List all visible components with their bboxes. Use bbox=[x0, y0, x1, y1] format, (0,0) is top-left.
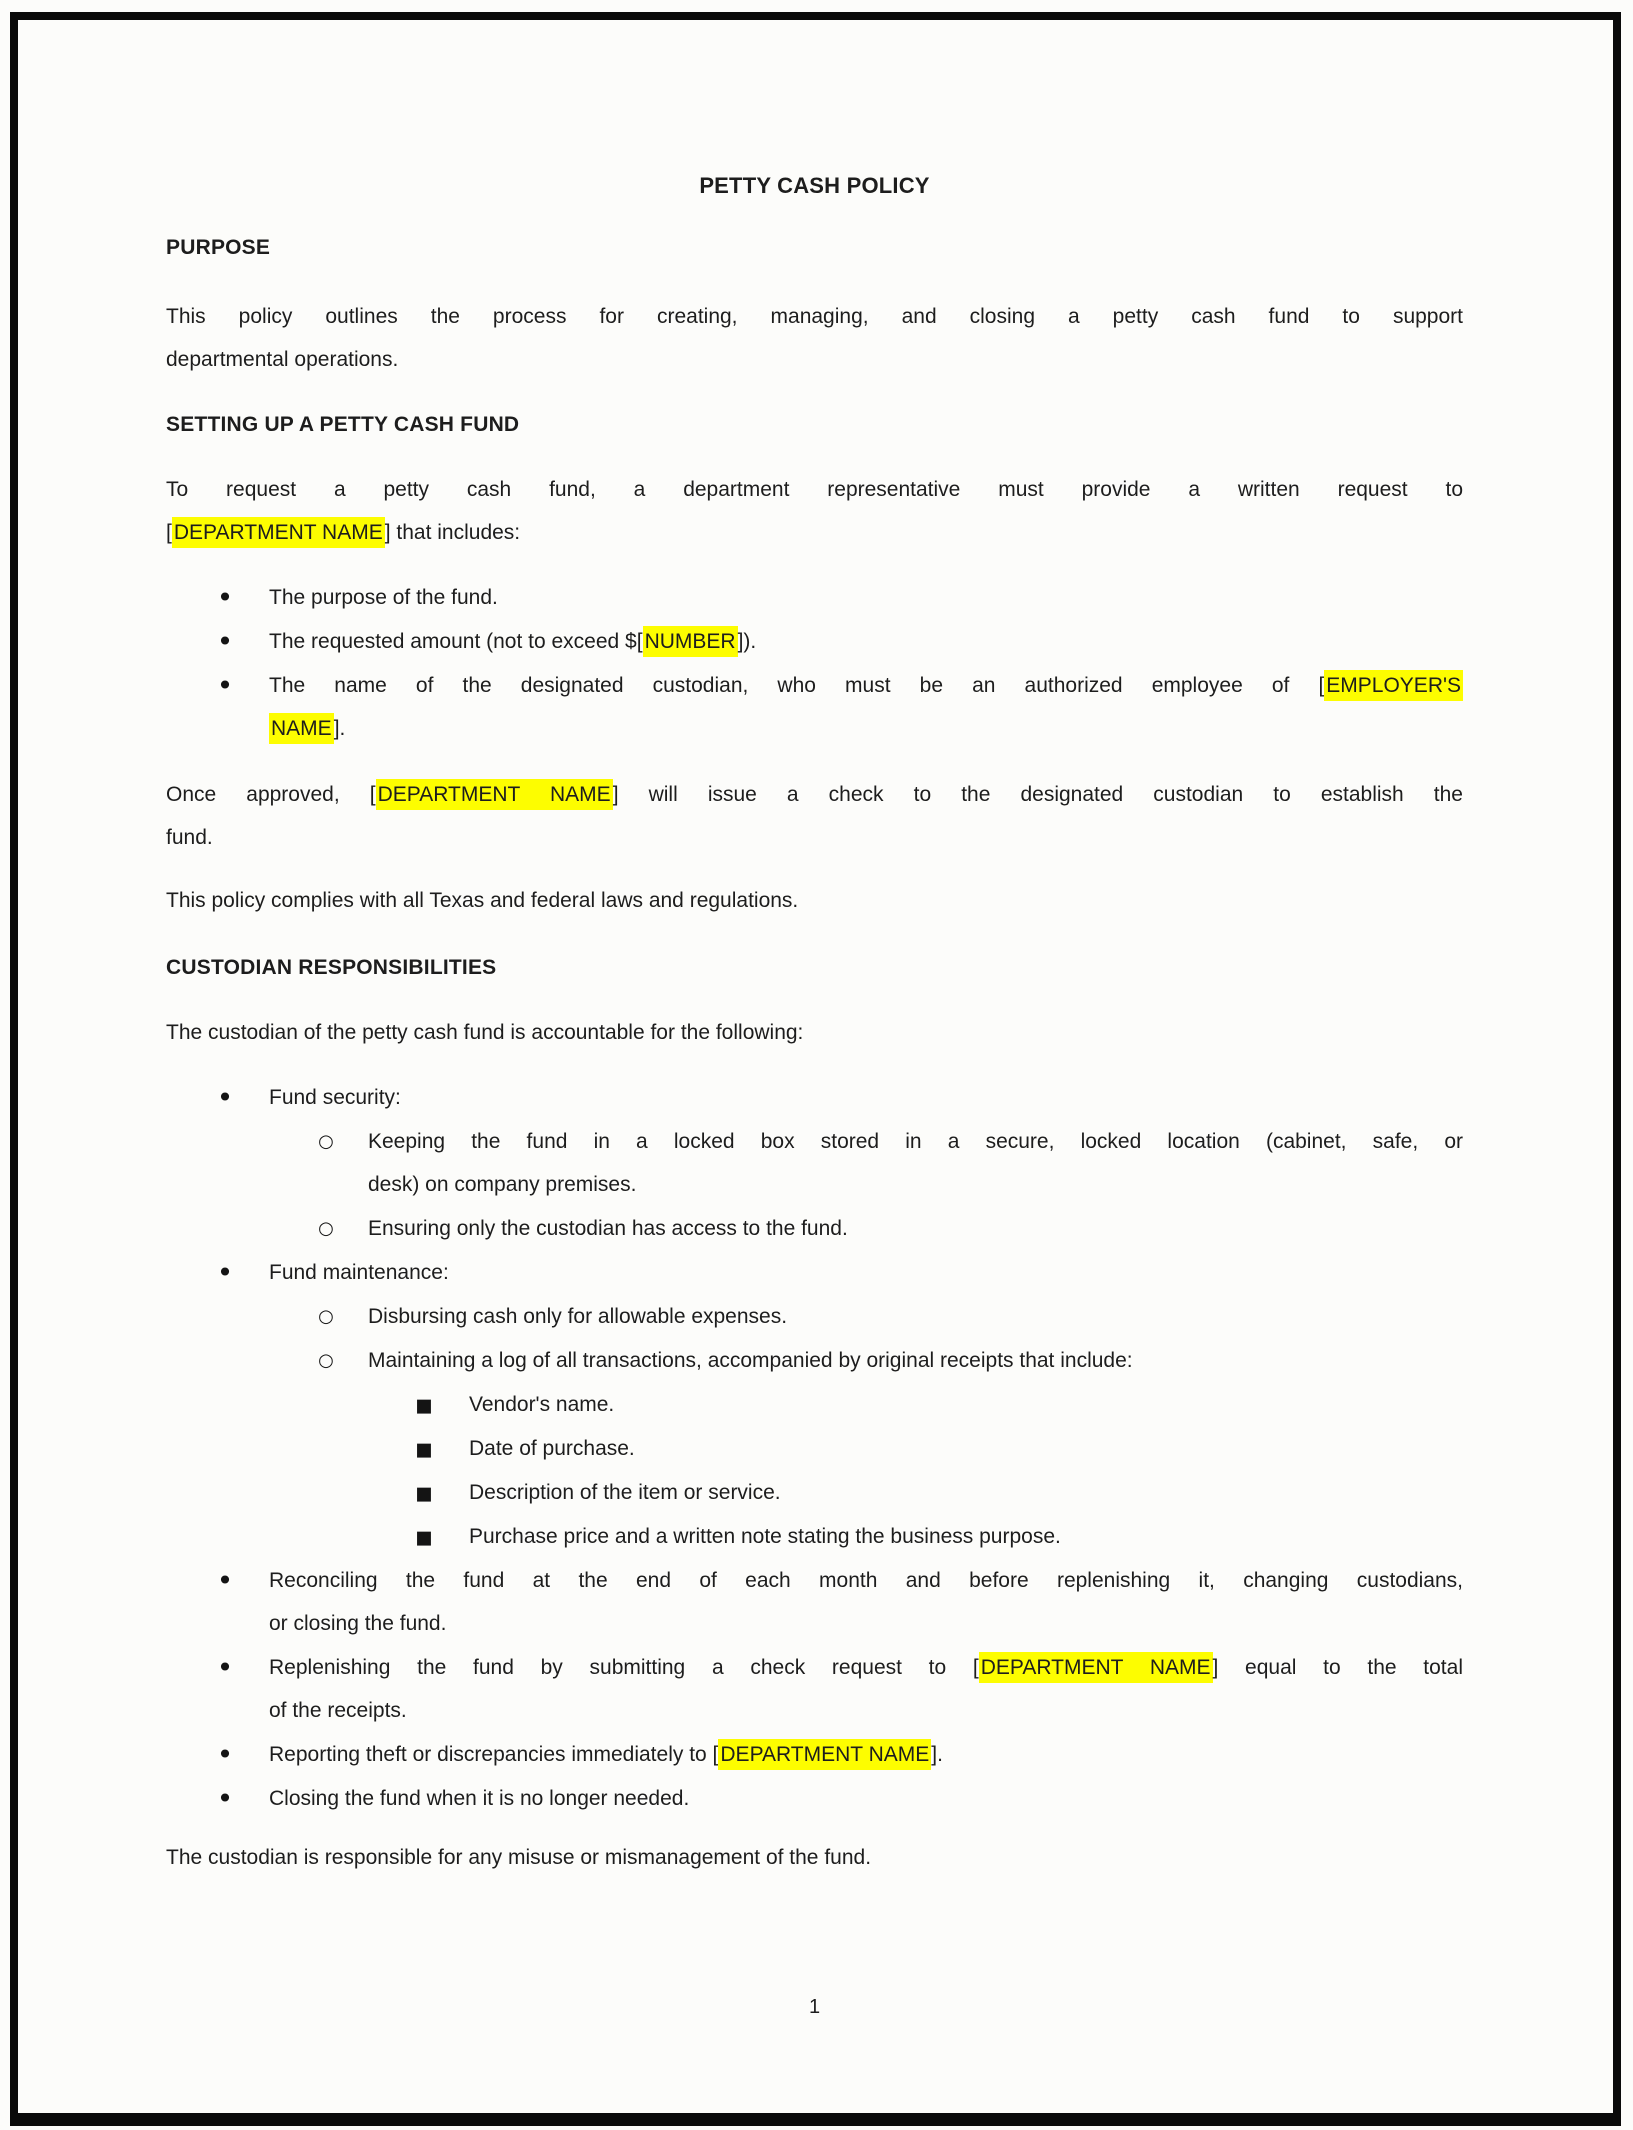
text-run: This policy complies with all Texas and federal laws and regulations. bbox=[166, 889, 799, 912]
text-run: ]). bbox=[737, 630, 757, 653]
bullet-icon: • bbox=[216, 669, 234, 702]
text-line bbox=[269, 1076, 1463, 1119]
heading-setup: SETTING UP A PETTY CASH FUND bbox=[166, 413, 520, 436]
text-run: Reconciling the fund at the end of each month and before replenishing it, changing custodians, bbox=[269, 1569, 1463, 1592]
list-item bbox=[166, 1207, 1463, 1250]
bullet-icon: • bbox=[216, 1651, 234, 1684]
text-line bbox=[469, 1383, 1463, 1426]
list-item bbox=[166, 1559, 1463, 1645]
placeholder-highlight: DEPARTMENT NAME bbox=[979, 1652, 1213, 1683]
text-line bbox=[368, 1163, 1463, 1206]
text-run: The requested amount (not to exceed $[ bbox=[269, 630, 643, 653]
text-run: Closing the fund when it is no longer needed. bbox=[269, 1787, 690, 1810]
text-line bbox=[269, 664, 1463, 707]
document-title: PETTY CASH POLICY bbox=[699, 173, 930, 198]
text-line bbox=[368, 1339, 1463, 1382]
placeholder-highlight: EMPLOYER'S bbox=[1324, 670, 1463, 701]
text-run: To request a petty cash fund, a department representative must provide a written request to bbox=[166, 478, 1463, 501]
text-line bbox=[166, 338, 1463, 381]
circle-bullet-icon: ○ bbox=[318, 1350, 334, 1371]
paragraph-footer bbox=[166, 1836, 1463, 1879]
list-item bbox=[166, 1733, 1463, 1776]
paragraph-accountable bbox=[166, 1011, 1463, 1054]
text-line bbox=[166, 816, 1463, 859]
text-line bbox=[269, 576, 1463, 619]
text-run: ]. bbox=[333, 717, 346, 740]
text-line bbox=[269, 707, 1463, 750]
placeholder-highlight: DEPARTMENT NAME bbox=[718, 1739, 931, 1770]
text-line bbox=[469, 1471, 1463, 1514]
text-run: Fund security: bbox=[269, 1086, 401, 1109]
text-run: This policy outlines the process for creating, managing, and closing a petty cash fund to support bbox=[166, 305, 1463, 328]
text-line bbox=[166, 773, 1463, 816]
text-run: The custodian is responsible for any misuse or mismanagement of the fund. bbox=[166, 1846, 872, 1869]
text-run: Once approved, [ bbox=[166, 783, 376, 806]
text-line bbox=[269, 1559, 1463, 1602]
text-line bbox=[469, 1515, 1463, 1558]
paragraph-purpose bbox=[166, 295, 1463, 381]
text-run: ] equal to the total bbox=[1212, 1656, 1463, 1679]
text-run: [ bbox=[166, 521, 172, 544]
text-run: Maintaining a log of all transactions, accompanied by original receipts that include: bbox=[368, 1349, 1133, 1372]
square-bullet-icon: ▪ bbox=[414, 1432, 434, 1465]
text-line bbox=[166, 1011, 1463, 1054]
heading-custodian: CUSTODIAN RESPONSIBILITIES bbox=[166, 956, 497, 979]
placeholder-highlight: DEPARTMENT NAME bbox=[376, 779, 613, 810]
text-run: Replenishing the fund by submitting a check request to [ bbox=[269, 1656, 979, 1679]
bullet-icon: • bbox=[216, 581, 234, 614]
text-run: Date of purchase. bbox=[469, 1437, 635, 1460]
bullet-icon: • bbox=[216, 1256, 234, 1289]
list-item bbox=[166, 664, 1463, 750]
page-number: 1 bbox=[808, 1996, 821, 2018]
list-item bbox=[166, 1295, 1463, 1338]
text-line bbox=[269, 1646, 1463, 1689]
text-line bbox=[469, 1427, 1463, 1470]
text-run: The name of the designated custodian, who must be an authorized employee of [ bbox=[269, 674, 1325, 697]
list-item bbox=[166, 1383, 1463, 1426]
bullet-icon: • bbox=[216, 625, 234, 658]
text-line bbox=[166, 879, 1463, 922]
text-run: Ensuring only the custodian has access to the fund. bbox=[368, 1217, 848, 1240]
text-run: of the receipts. bbox=[269, 1699, 407, 1722]
text-run: Disbursing cash only for allowable expenses. bbox=[368, 1305, 788, 1328]
text-line bbox=[368, 1207, 1463, 1250]
document-content bbox=[166, 0, 1463, 1879]
paragraph-compliance bbox=[166, 879, 1463, 922]
text-run: Description of the item or service. bbox=[469, 1481, 781, 1504]
list-item bbox=[166, 1471, 1463, 1514]
placeholder-highlight: NUMBER bbox=[643, 626, 738, 657]
text-line bbox=[368, 1295, 1463, 1338]
text-line bbox=[166, 295, 1463, 338]
list-item bbox=[166, 1427, 1463, 1470]
circle-bullet-icon: ○ bbox=[318, 1131, 334, 1152]
square-bullet-icon: ▪ bbox=[414, 1476, 434, 1509]
text-line bbox=[166, 468, 1463, 511]
list-item bbox=[166, 620, 1463, 663]
text-run: Reporting theft or discrepancies immediately to [ bbox=[269, 1743, 719, 1766]
text-line bbox=[269, 620, 1463, 663]
text-run: Vendor's name. bbox=[469, 1393, 615, 1416]
bullet-list-custodian bbox=[166, 1076, 1463, 1820]
list-item bbox=[166, 1076, 1463, 1119]
square-bullet-icon: ▪ bbox=[414, 1520, 434, 1553]
text-line bbox=[368, 1120, 1463, 1163]
text-run: ]. bbox=[931, 1743, 943, 1766]
text-run: Keeping the fund in a locked box stored in a secure, locked location (cabinet, safe, or bbox=[368, 1130, 1463, 1153]
text-line bbox=[269, 1689, 1463, 1732]
bullet-icon: • bbox=[216, 1782, 234, 1815]
text-line bbox=[166, 1836, 1463, 1879]
text-line bbox=[269, 1251, 1463, 1294]
list-item bbox=[166, 1339, 1463, 1382]
text-run: ] that includes: bbox=[384, 521, 521, 544]
text-line bbox=[269, 1777, 1463, 1820]
heading-purpose: PURPOSE bbox=[166, 236, 271, 259]
text-run: The purpose of the fund. bbox=[269, 586, 498, 609]
text-run: or closing the fund. bbox=[269, 1612, 447, 1635]
paragraph-approved bbox=[166, 773, 1463, 859]
text-line bbox=[269, 1733, 1463, 1776]
square-bullet-icon: ▪ bbox=[414, 1388, 434, 1421]
text-line bbox=[166, 511, 1463, 554]
list-item bbox=[166, 1251, 1463, 1294]
text-run: desk) on company premises. bbox=[368, 1173, 637, 1196]
list-item bbox=[166, 1515, 1463, 1558]
text-run: ] will issue a check to the designated custodian to establish the bbox=[612, 783, 1463, 806]
list-item bbox=[166, 1646, 1463, 1732]
text-run: Fund maintenance: bbox=[269, 1261, 449, 1284]
text-run: The custodian of the petty cash fund is accountable for the following: bbox=[166, 1021, 804, 1044]
bullet-icon: • bbox=[216, 1738, 234, 1771]
list-item bbox=[166, 576, 1463, 619]
text-run: fund. bbox=[166, 826, 213, 849]
list-item bbox=[166, 1120, 1463, 1206]
list-item bbox=[166, 1777, 1463, 1820]
paragraph-request bbox=[166, 468, 1463, 554]
bullet-list-setup bbox=[166, 576, 1463, 750]
circle-bullet-icon: ○ bbox=[318, 1306, 334, 1327]
placeholder-highlight: NAME bbox=[269, 713, 334, 744]
placeholder-highlight: DEPARTMENT NAME bbox=[172, 517, 385, 548]
bullet-icon: • bbox=[216, 1081, 234, 1114]
bullet-icon: • bbox=[216, 1564, 234, 1597]
text-line bbox=[269, 1602, 1463, 1645]
text-run: departmental operations. bbox=[166, 348, 399, 371]
text-run: Purchase price and a written note stating the business purpose. bbox=[469, 1525, 1061, 1548]
circle-bullet-icon: ○ bbox=[318, 1218, 334, 1239]
